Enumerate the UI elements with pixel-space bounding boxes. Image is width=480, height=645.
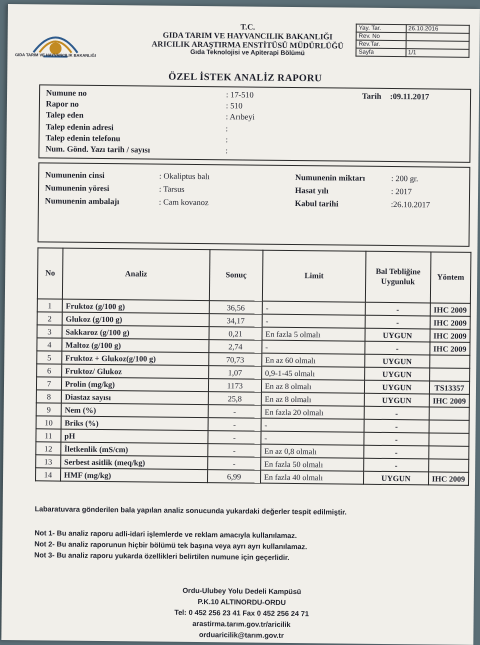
cell-yontem [429,420,469,433]
header-line-tc: T.C. [240,22,256,32]
statement-text: Labaratuvara gönderilen bala yapılan analiz sonucunda yukardaki değerler tespit edilmiştir. [34,504,347,517]
cell-analiz: Serbest asitlik (meq/kg) [61,455,208,470]
cell-sonuc: 1173 [208,379,261,393]
rapor-no-label: Rapor no [45,99,79,109]
cell-no: 10 [36,416,61,429]
cell-no: 6 [37,364,62,377]
hasat-label: Hasat yılı [295,186,329,196]
cell-sonuc: - [208,444,261,458]
cell-limit: En az 0,8 olmalı [261,444,364,458]
cell-limit: - [262,314,365,328]
cell-limit: En fazla 50 olmalı [261,457,364,471]
cell-analiz: Glukoz (g/100 g) [62,312,209,327]
gond-label: Num. Gönd. Yazı tarih / sayısı [45,144,151,155]
address-website: arastirma.tarım.gov.tr/aricilik [192,618,291,629]
cell-analiz: Nem (%) [61,403,208,418]
hasat-value: : 2017 [391,187,412,197]
talep-eden-label: Talep eden [45,110,84,120]
cell-limit: En fazla 40 olmalı [260,470,363,484]
cell-sonuc: - [208,457,261,471]
cell-analiz: Diastaz sayısı [61,390,208,405]
cell-yontem [430,355,470,368]
cell-no: 1 [37,299,62,312]
cell-sonuc: 36,56 [209,301,262,315]
telefon-label: Talep edenin telefonu [45,133,121,144]
cell-yontem: IHC 2009 [429,394,469,407]
cell-yontem: IHC 2009 [430,329,470,342]
cell-analiz: Briks (%) [61,416,208,431]
telefon-value: : [225,135,228,145]
cell-sonuc: 25,8 [208,392,261,406]
address-email: orduaricilik@tarım.gov.tr [198,630,284,640]
cell-limit: - [262,301,365,315]
cell-analiz: Fruktoz + Glukoz(g/100 g) [62,351,209,366]
adres-value: : [225,124,229,134]
cell-sonuc: 2,74 [209,340,262,354]
cell-yontem [429,368,469,381]
cell-yontem: IHC 2009 [430,342,470,355]
numune-no-value: : 17-510 [226,90,254,100]
col-header-analiz: Analiz [62,248,209,301]
meta-label: Yay. Tar. [356,24,406,33]
meta-value: 1/1 [406,49,470,58]
tarih-label: Tarih [362,91,382,101]
cell-uygunluk: - [364,445,429,459]
cell-yontem [429,407,469,420]
cell-uygunluk: UYGUN [365,328,430,342]
cell-sonuc: 0,21 [209,327,262,341]
cell-analiz: Maltoz (g/100 g) [62,338,209,353]
cell-uygunluk: - [364,406,429,420]
cell-uygunluk: - [365,315,430,329]
cell-sonuc: 70,73 [209,353,262,367]
cell-uygunluk: UYGUN [364,367,429,381]
cins-label: Numunenin cinsi [45,170,105,181]
cell-limit: En az 8 olmalı [261,379,364,393]
cell-limit: - [261,431,364,445]
cell-no: 9 [36,403,61,416]
cell-uygunluk: UYGUN [364,380,429,394]
cins-value: : Okaliptus balı [159,171,210,182]
kabul-value: :26.10.2017 [390,200,431,210]
request-info-box [38,84,471,163]
cell-yontem [429,446,469,459]
cell-uygunluk: UYGUN [364,393,429,407]
cell-no: 13 [36,455,61,468]
numune-no-label: Numune no [46,88,87,98]
cell-no: 3 [37,325,62,338]
report-title: ÖZEL İSTEK ANALİZ RAPORU [168,71,323,85]
note-2: Not 2- Bu analiz raporunun hiçbir bölümü tek başına veya ayrı ayrı kullanılamaz. [34,539,308,552]
sample-info-box [38,162,471,247]
cell-no: 8 [36,390,61,403]
col-header-no: No [37,248,63,299]
note-3: Not 3- Bu analiz raporu yukarda özellikleri belirtilen numune için geçerlidir. [34,550,290,562]
cell-analiz: pH [61,429,208,444]
adres-label: Talep edenin adresi [45,122,114,133]
ministry-logo-icon [25,18,85,65]
logo-caption: GIDA TARIM VE HAYVANCILIK BAKANLIĞI [14,52,96,58]
cell-yontem: IHC 2009 [428,472,468,485]
cell-sonuc: - [208,418,261,432]
cell-limit: En az 60 olmalı [262,353,365,367]
rapor-no-value: : 510 [225,101,243,111]
cell-analiz: HMF (mg/kg) [60,468,207,483]
cell-analiz: İletkenlik (mS/cm) [61,442,208,457]
cell-limit: En fazla 5 olmalı [262,327,365,341]
yore-label: Numunenin yöresi [45,183,110,194]
cell-limit: 0,9-1-45 olmalı [261,366,364,380]
cell-analiz: Fruktoz (g/100 g) [62,299,209,314]
cell-limit: - [261,418,364,432]
cell-uygunluk: - [364,432,429,446]
cell-yontem [429,433,469,446]
col-header-limit: Limit [262,250,365,302]
meta-value: 26.10.2016 [406,25,470,34]
miktar-value: : 200 gr. [391,174,419,184]
tarih-value: :09.11.2017 [390,92,430,102]
col-header-yontem: Yöntem [430,252,471,303]
talep-eden-value: : Arıbeyi [225,112,255,122]
cell-uygunluk: UYGUN [365,354,430,368]
gond-value: : [225,146,228,156]
cell-yontem: TS13357 [429,381,469,394]
cell-uygunluk: - [363,458,428,472]
note-1: Not 1- Bu analiz raporu adli-idari işlemlerde ve reklam amacıyla kullanılamaz. [34,528,297,541]
analysis-table [35,247,471,486]
revision-table [355,24,469,58]
cell-no: 12 [36,442,61,455]
cell-no: 7 [36,377,61,390]
header-ministry: GIDA TARIM VE HAYVANCILIK BAKANLIĞI [162,30,333,42]
cell-no: 4 [37,338,62,351]
cell-uygunluk: - [364,419,429,433]
cell-analiz: Prolin (mg/kg) [61,377,208,392]
col-header-sonuc: Sonuç [209,250,262,302]
col-header-uygunluk: Bal Tebliğine Uygunluk [365,251,431,303]
cell-sonuc: - [208,405,261,419]
cell-yontem: IHC 2009 [430,303,470,316]
cell-sonuc: 34,17 [209,314,262,328]
ambalaj-value: : Cam kovanoz [158,197,209,208]
cell-limit: En fazla 20 olmalı [261,405,364,419]
address-line-2: P.K.10 ALTINORDU-ORDU [197,597,286,607]
address-phone-fax: Tel: 0 452 256 23 41 Fax 0 452 256 24 71 [174,607,309,619]
cell-no: 11 [36,429,61,442]
miktar-label: Numunenin miktarı [295,173,366,183]
cell-sonuc: - [208,431,261,445]
meta-label: Rev.Tar. [356,40,406,49]
cell-uygunluk: UYGUN [363,471,428,485]
kabul-label: Kabul tarihi [294,199,339,209]
cell-yontem [428,459,468,472]
cell-limit: - [262,340,365,354]
cell-yontem: IHC 2009 [430,316,470,329]
cell-uygunluk: - [365,302,430,316]
meta-label: Sayfa [356,48,406,57]
cell-no: 2 [37,312,62,325]
header-department: Gıda Teknolojisi ve Apiterapi Bölümü [190,48,305,58]
cell-limit: En az 8 olmalı [261,392,364,406]
meta-label: Rev. No [356,32,406,41]
cell-no: 5 [37,351,62,364]
cell-no: 14 [36,468,61,481]
header-institute: ARICILIK ARAŞTIRMA ENSTİTÜSÜ MÜDÜRLÜĞÜ [151,39,344,51]
cell-analiz: Fruktoz/ Glukoz [62,364,209,379]
cell-analiz: Sakkaroz (g/100 g) [62,325,209,340]
ambalaj-label: Numunenin ambalajı [44,196,120,207]
cell-sonuc: 1,07 [209,366,262,380]
cell-uygunluk: - [365,341,430,355]
address-line-1: Ordu-Ulubey Yolu Dedeli Kampüsü [182,585,302,597]
yore-value: : Tarsus [159,184,185,194]
cell-sonuc: 6,99 [207,470,260,484]
report-page [1,4,480,645]
